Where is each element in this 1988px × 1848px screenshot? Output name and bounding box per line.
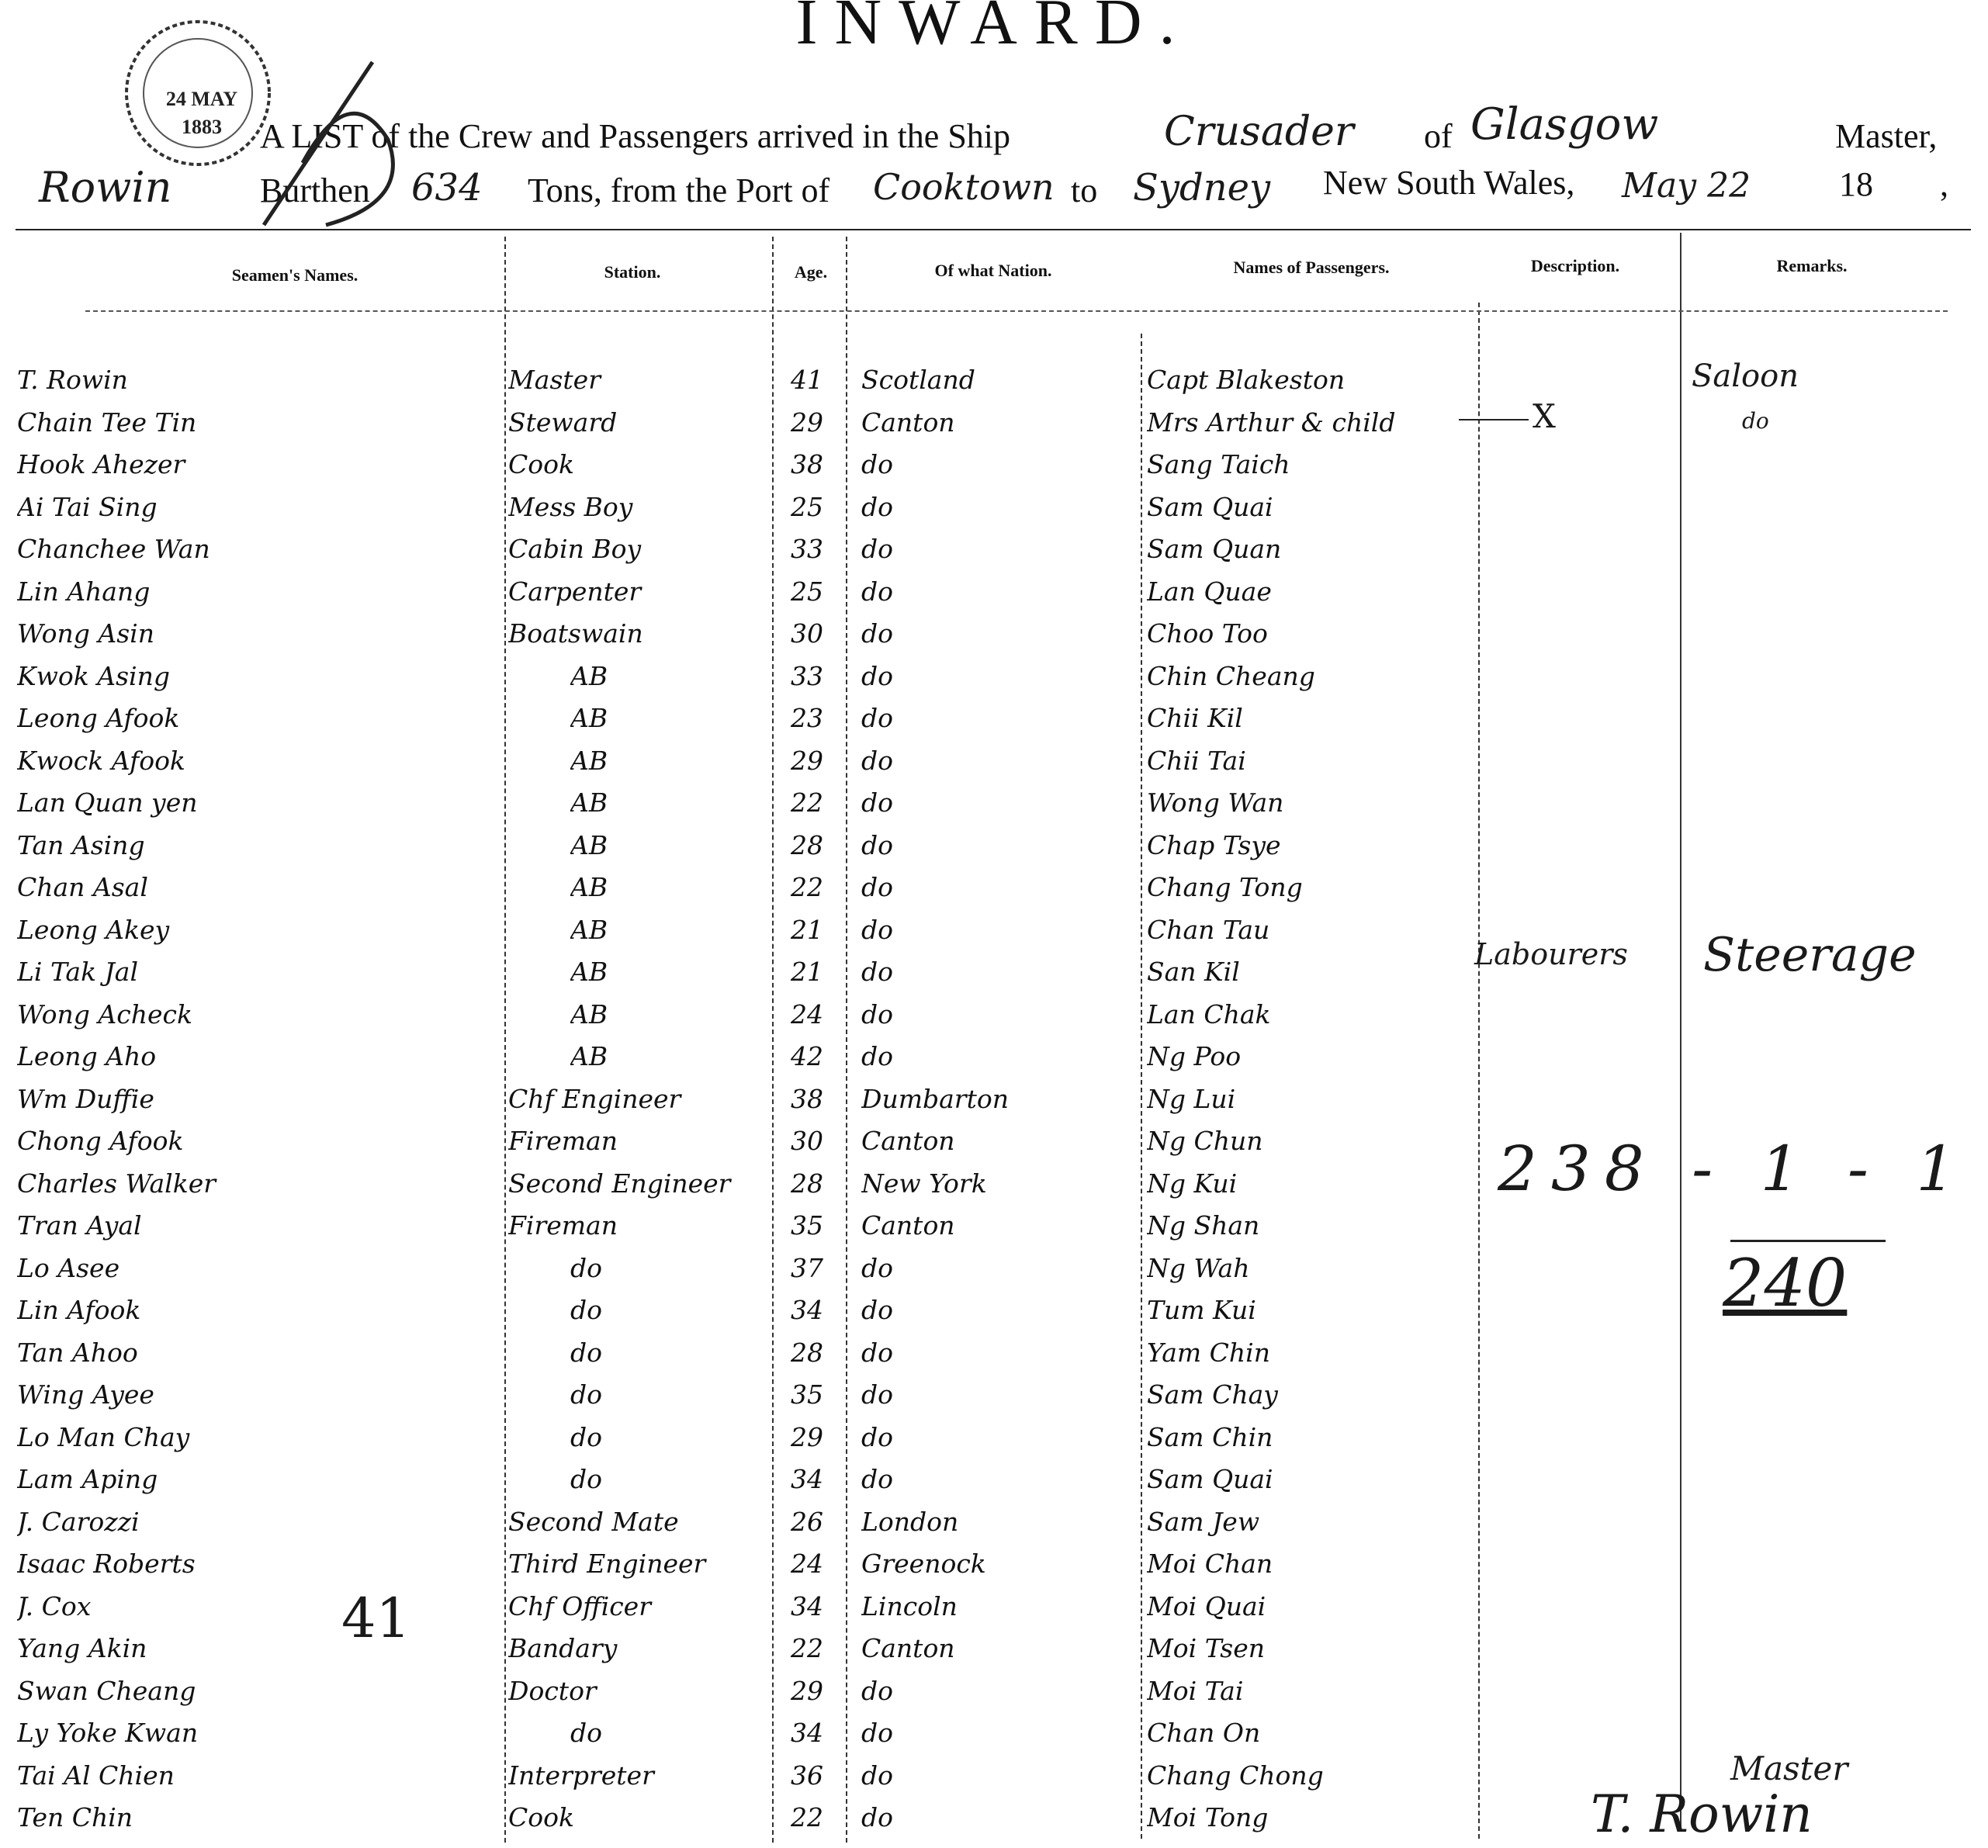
age-cell: 29 xyxy=(791,745,823,776)
age-cell: 30 xyxy=(791,1126,823,1156)
age-cell: 33 xyxy=(791,534,823,564)
passenger-name: Chang Tong xyxy=(1147,872,1303,902)
passenger-name: Ng Poo xyxy=(1147,1041,1242,1071)
station-cell: Third Engineer xyxy=(508,1549,706,1579)
scrawl-icon xyxy=(233,47,427,241)
age-cell: 24 xyxy=(791,1549,823,1579)
age-cell: 29 xyxy=(791,1675,823,1706)
age-cell: 34 xyxy=(791,1295,823,1325)
nation-cell: Canton xyxy=(861,1126,955,1156)
seaman-name: Tai Al Chien xyxy=(17,1760,175,1791)
station-cell: AB xyxy=(570,829,608,860)
passenger-name: Lan Chak xyxy=(1147,998,1271,1030)
seaman-name: Wm Duffie xyxy=(17,1083,154,1114)
passenger-name: Lan Quae xyxy=(1147,576,1272,607)
age-cell: 22 xyxy=(791,872,823,902)
from-port: Cooktown xyxy=(873,166,1055,208)
age-cell: 25 xyxy=(791,576,823,607)
col-header-nation: Of what Nation. xyxy=(934,261,1052,280)
passenger-name: Chan Tau xyxy=(1147,914,1270,945)
seaman-name: Lo Man Chay xyxy=(17,1421,190,1452)
seaman-name: Tan Asing xyxy=(17,829,145,860)
seaman-name: T. Rowin xyxy=(17,365,128,395)
seaman-name: Leong Akey xyxy=(17,914,170,945)
passenger-name: Capt Blakeston xyxy=(1147,365,1346,395)
col-header-description: Description. xyxy=(1530,256,1620,275)
seaman-name: Yang Akin xyxy=(17,1633,147,1663)
nation-cell: Canton xyxy=(861,1633,955,1663)
remarks-steerage: Steerage xyxy=(1703,928,1917,982)
col-header-station: Station. xyxy=(604,262,661,282)
passenger-name: Mrs Arthur & child xyxy=(1147,407,1396,438)
nation-cell: do xyxy=(861,1464,893,1494)
nation-cell: do xyxy=(861,1379,893,1410)
station-cell: AB xyxy=(570,660,608,691)
signature-name: T. Rowin xyxy=(1591,1784,1813,1844)
station-cell: AB xyxy=(570,703,608,733)
divider-nation-passengers xyxy=(1141,334,1142,1839)
station-cell: AB xyxy=(570,745,608,776)
divider-seamen-station xyxy=(504,237,506,1843)
seaman-name: Chanchee Wan xyxy=(17,534,210,564)
age-cell: 22 xyxy=(791,1633,823,1663)
divider-description-remarks xyxy=(1680,233,1681,1831)
stamp-date-text: 24 MAY 1883 xyxy=(165,88,238,138)
nation-cell: do xyxy=(861,576,893,607)
form-tons-label: Tons, from the Port of xyxy=(528,171,830,209)
seaman-name: Ai Tai Sing xyxy=(17,491,158,522)
station-cell: Cook xyxy=(508,449,574,479)
seaman-name: Tran Ayal xyxy=(17,1210,142,1241)
age-cell: 21 xyxy=(791,914,823,945)
station-cell: AB xyxy=(570,872,608,902)
station-cell: Chf Officer xyxy=(508,1590,651,1621)
passenger-name: Moi Chan xyxy=(1147,1549,1273,1579)
seaman-name: Kwok Asing xyxy=(17,660,170,691)
passenger-name: San Kil xyxy=(1147,957,1240,987)
nation-cell: do xyxy=(861,1718,893,1748)
nation-cell: do xyxy=(861,1337,893,1368)
seaman-name: Lan Quan yen xyxy=(17,787,198,818)
seaman-name: Swan Cheang xyxy=(17,1675,196,1706)
station-cell: Cabin Boy xyxy=(508,534,642,564)
age-cell: 23 xyxy=(791,703,823,733)
description-labourers: Labourers xyxy=(1474,937,1628,971)
station-cell: Doctor xyxy=(508,1675,597,1706)
age-cell: 33 xyxy=(791,660,823,691)
seaman-name: Li Tak Jal xyxy=(17,957,139,987)
seaman-name: Chan Asal xyxy=(17,872,148,902)
age-cell: 28 xyxy=(791,1337,823,1368)
description-mark-x: X xyxy=(1533,397,1556,435)
passenger-name: Moi Tsen xyxy=(1147,1633,1266,1663)
col-header-seamen: Seamen's Names. xyxy=(231,265,358,285)
passenger-name: Chii Tai xyxy=(1147,745,1246,776)
station-cell: AB xyxy=(570,998,608,1030)
master-name: Rowin xyxy=(39,163,172,212)
nation-cell: Canton xyxy=(861,1210,955,1241)
seaman-name: Leong Afook xyxy=(17,703,180,733)
passenger-name: Ng Chun xyxy=(1147,1126,1263,1156)
seaman-name: Leong Aho xyxy=(17,1041,157,1071)
seaman-name: J. Carozzi xyxy=(17,1506,140,1537)
remarks-saloon: Saloon xyxy=(1692,358,1799,394)
age-cell: 34 xyxy=(791,1464,823,1494)
station-cell: Cook xyxy=(508,1802,574,1832)
passenger-name: Yam Chin xyxy=(1147,1337,1270,1368)
remarks-saloon-ditto: do xyxy=(1742,408,1769,434)
form-nsw-label: New South Wales, xyxy=(1323,164,1575,202)
nation-cell: Canton xyxy=(861,407,955,438)
station-cell: AB xyxy=(570,914,608,945)
ship-name: Crusader xyxy=(1164,109,1354,155)
col-header-age: Age. xyxy=(794,262,828,282)
nation-cell: New York xyxy=(861,1168,987,1199)
age-cell: 38 xyxy=(791,449,823,479)
nation-cell: Dumbarton xyxy=(861,1083,1009,1114)
nation-cell: do xyxy=(861,449,893,479)
tally-total-overline xyxy=(1730,1240,1886,1242)
passenger-name: Sam Quai xyxy=(1147,491,1273,522)
seaman-name: Kwock Afook xyxy=(17,745,185,776)
passenger-name: Wong Wan xyxy=(1147,787,1284,818)
age-cell: 21 xyxy=(791,957,823,987)
station-cell: Master xyxy=(508,365,601,395)
station-cell: do xyxy=(570,1379,602,1410)
col-header-remarks: Remarks. xyxy=(1776,256,1848,275)
station-cell: do xyxy=(570,1718,602,1748)
nation-cell: do xyxy=(861,914,893,945)
form-line1-prefix: A LIST of the Crew and Passengers arrived in the Ship xyxy=(260,117,1011,155)
nation-cell: do xyxy=(861,872,893,902)
passenger-name: Moi Quai xyxy=(1147,1590,1266,1621)
seaman-name: Chong Afook xyxy=(17,1126,184,1156)
passenger-name: Chii Kil xyxy=(1147,703,1243,733)
form-burthen-label: Burthen xyxy=(260,171,370,209)
station-cell: Second Mate xyxy=(508,1506,679,1537)
station-cell: do xyxy=(570,1295,602,1325)
age-cell: 28 xyxy=(791,829,823,860)
seaman-name: Lo Asee xyxy=(17,1252,120,1283)
station-cell: do xyxy=(570,1337,602,1368)
seaman-name: Isaac Roberts xyxy=(17,1549,196,1579)
to-port: Sydney xyxy=(1133,166,1271,209)
age-cell: 22 xyxy=(791,787,823,818)
form-comma: , xyxy=(1940,165,1948,203)
nation-cell: do xyxy=(861,1675,893,1706)
nation-cell: do xyxy=(861,1421,893,1452)
age-cell: 41 xyxy=(791,365,823,395)
header-rule xyxy=(16,229,1971,230)
station-cell: Interpreter xyxy=(508,1760,654,1791)
passenger-name: Sam Chin xyxy=(1147,1421,1273,1452)
seaman-name: Tan Ahoo xyxy=(17,1337,138,1368)
divider-age-nation xyxy=(846,237,847,1843)
seaman-name: Chain Tee Tin xyxy=(17,407,197,438)
nation-cell: do xyxy=(861,1041,893,1071)
form-title: INWARD. xyxy=(795,0,1193,58)
age-cell: 26 xyxy=(791,1506,823,1537)
passenger-name: Chan On xyxy=(1147,1718,1261,1748)
signature-title: Master xyxy=(1730,1749,1848,1787)
tally-total: 240 xyxy=(1723,1245,1848,1321)
station-cell: AB xyxy=(570,1041,608,1071)
station-cell: Boatswain xyxy=(508,618,643,649)
age-cell: 22 xyxy=(791,1802,823,1832)
station-cell: Bandary xyxy=(508,1633,618,1663)
passenger-name: Chin Cheang xyxy=(1147,660,1315,691)
seaman-name: J. Cox xyxy=(17,1590,92,1621)
nation-cell: London xyxy=(861,1506,959,1537)
passenger-name: Sam Quan xyxy=(1147,534,1282,564)
nation-cell: do xyxy=(861,534,893,564)
age-cell: 29 xyxy=(791,407,823,438)
passenger-name: Sam Quai xyxy=(1147,1464,1273,1494)
age-cell: 34 xyxy=(791,1718,823,1748)
station-cell: AB xyxy=(570,957,608,987)
station-cell: Second Engineer xyxy=(508,1168,731,1199)
passenger-name: Sam Chay xyxy=(1147,1379,1278,1410)
station-cell: Fireman xyxy=(508,1210,618,1241)
seaman-name: Wong Acheck xyxy=(17,998,192,1030)
passenger-name: Ng Wah xyxy=(1147,1252,1250,1283)
age-cell: 30 xyxy=(791,618,823,649)
nation-cell: do xyxy=(861,618,893,649)
age-cell: 35 xyxy=(791,1379,823,1410)
age-cell: 35 xyxy=(791,1210,823,1241)
nation-cell: do xyxy=(861,660,893,691)
passenger-name: Ng Kui xyxy=(1147,1168,1238,1199)
form-of-label: of xyxy=(1424,117,1453,155)
nation-cell: do xyxy=(861,745,893,776)
divider-passengers-description xyxy=(1478,303,1480,1839)
age-cell: 36 xyxy=(791,1760,823,1791)
margin-mark: 41 xyxy=(341,1587,411,1650)
station-cell: Steward xyxy=(508,407,618,438)
tons-value: 634 xyxy=(411,166,483,209)
port-of-registry: Glasgow xyxy=(1470,99,1659,150)
age-cell: 37 xyxy=(791,1252,823,1283)
seaman-name: Lin Afook xyxy=(17,1295,141,1325)
age-cell: 25 xyxy=(791,491,823,522)
passenger-name: Tum Kui xyxy=(1147,1295,1256,1325)
station-cell: do xyxy=(570,1464,602,1494)
age-cell: 28 xyxy=(791,1168,823,1199)
age-cell: 29 xyxy=(791,1421,823,1452)
passenger-name: Sang Taich xyxy=(1147,449,1290,479)
nation-cell: do xyxy=(861,1252,893,1283)
nation-cell: do xyxy=(861,998,893,1030)
passenger-name: Sam Jew xyxy=(1147,1506,1260,1537)
age-cell: 38 xyxy=(791,1083,823,1114)
nation-cell: do xyxy=(861,957,893,987)
nation-cell: do xyxy=(861,1802,893,1832)
nation-cell: Scotland xyxy=(861,365,975,395)
subheader-dashes xyxy=(85,310,1948,312)
station-cell: Mess Boy xyxy=(508,491,633,522)
seaman-name: Lam Aping xyxy=(17,1464,158,1494)
tally-line: 238 - 1 - 1 xyxy=(1498,1133,1970,1205)
station-cell: do xyxy=(570,1421,602,1452)
seaman-name: Wing Ayee xyxy=(17,1379,154,1410)
passenger-name: Chap Tsye xyxy=(1147,829,1281,860)
initials-scrawl xyxy=(233,47,427,241)
passenger-name: Choo Too xyxy=(1147,618,1268,649)
passenger-name: Chang Chong xyxy=(1147,1760,1324,1791)
form-year-prefix: 18 xyxy=(1839,165,1873,203)
col-header-passengers: Names of Passengers. xyxy=(1233,258,1390,277)
seaman-name: Charles Walker xyxy=(17,1168,216,1199)
nation-cell: do xyxy=(861,1295,893,1325)
passenger-name: Moi Tong xyxy=(1147,1802,1269,1832)
nation-cell: do xyxy=(861,491,893,522)
station-cell: Carpenter xyxy=(508,576,642,607)
age-cell: 42 xyxy=(791,1041,823,1071)
nation-cell: do xyxy=(861,829,893,860)
station-cell: do xyxy=(570,1252,602,1283)
form-master-label: Master, xyxy=(1835,117,1938,155)
age-cell: 24 xyxy=(791,998,823,1030)
divider-station-age xyxy=(772,237,774,1843)
form-to-label: to xyxy=(1071,171,1098,209)
nation-cell: Lincoln xyxy=(861,1590,958,1621)
station-cell: Chf Engineer xyxy=(508,1083,681,1114)
nation-cell: do xyxy=(861,703,893,733)
passenger-name: Ng Shan xyxy=(1147,1210,1260,1241)
nation-cell: do xyxy=(861,1760,893,1791)
nation-cell: do xyxy=(861,787,893,818)
arrival-date: May 22 xyxy=(1622,166,1751,206)
seaman-name: Hook Ahezer xyxy=(17,449,185,479)
mark-x-connector xyxy=(1459,419,1529,420)
seaman-name: Ten Chin xyxy=(17,1802,133,1832)
seaman-name: Lin Ahang xyxy=(17,576,151,607)
nation-cell: Greenock xyxy=(861,1549,986,1579)
passenger-name: Moi Tai xyxy=(1147,1675,1244,1706)
station-cell: Fireman xyxy=(508,1126,618,1156)
age-cell: 34 xyxy=(791,1590,823,1621)
seaman-name: Ly Yoke Kwan xyxy=(17,1718,199,1748)
seaman-name: Wong Asin xyxy=(17,618,154,649)
passenger-name: Ng Lui xyxy=(1147,1083,1236,1114)
station-cell: AB xyxy=(570,787,608,818)
